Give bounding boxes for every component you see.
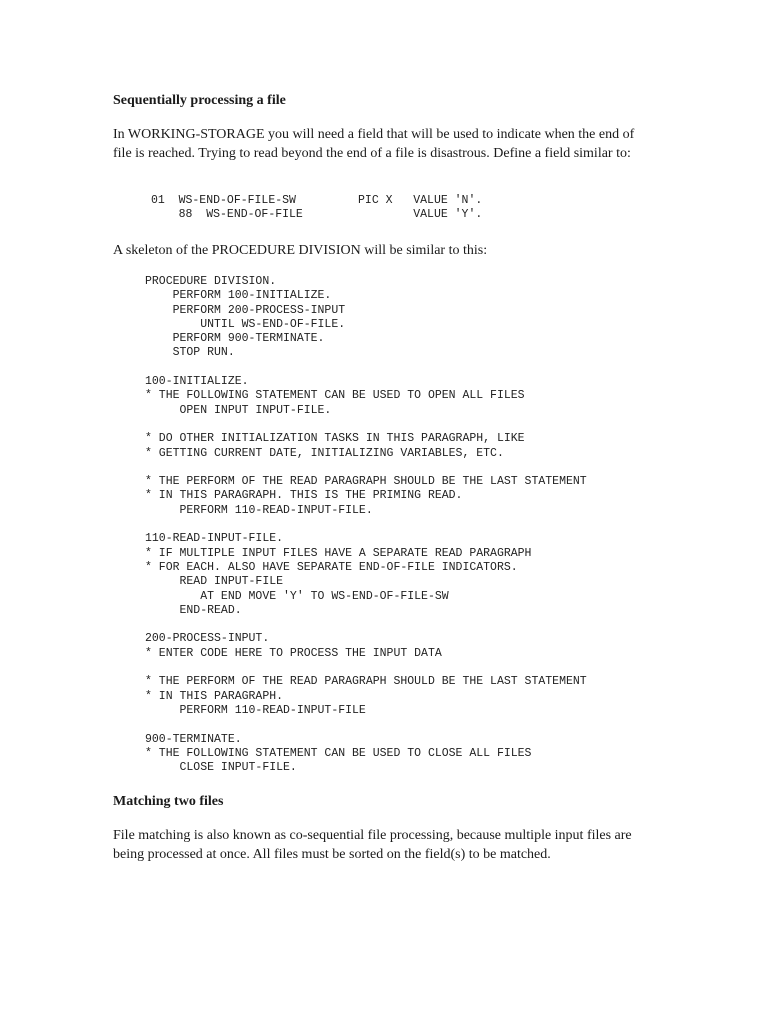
code-line: * GETTING CURRENT DATE, INITIALIZING VARIABLES, ETC. — [145, 446, 504, 460]
code-line: * THE FOLLOWING STATEMENT CAN BE USED TO CLOSE ALL FILES — [145, 746, 532, 760]
code-line — [145, 618, 587, 632]
code-line: * ENTER CODE HERE TO PROCESS THE INPUT DATA — [145, 646, 442, 660]
code-line: PERFORM 110-READ-INPUT-FILE. — [145, 503, 373, 517]
code-line: * THE PERFORM OF THE READ PARAGRAPH SHOULD BE THE LAST STATEMENT — [145, 675, 587, 689]
code-line: AT END MOVE 'Y' TO WS-END-OF-FILE-SW — [145, 589, 449, 603]
code-line: * THE PERFORM OF THE READ PARAGRAPH SHOULD BE THE LAST STATEMENT — [145, 475, 587, 489]
code-line: 88 WS-END-OF-FILE VALUE 'Y'. — [151, 208, 483, 222]
code-line: 900-TERMINATE. — [145, 732, 242, 746]
code-line: * IN THIS PARAGRAPH. — [145, 689, 284, 703]
code-line — [145, 461, 587, 475]
section-heading-sequential: Sequentially processing a file — [113, 93, 286, 108]
skeleton-text: A skeleton of the PROCEDURE DIVISION will be similar to this: — [113, 243, 488, 258]
code-line: CLOSE INPUT-FILE. — [145, 761, 297, 775]
code-line — [145, 418, 587, 432]
code-line: PROCEDURE DIVISION. — [145, 275, 277, 288]
code-line: UNTIL WS-END-OF-FILE. — [145, 317, 346, 331]
code-line: PERFORM 100-INITIALIZE. — [145, 289, 332, 303]
matching-text: File matching is also known as co-sequential file processing, because multiple input files are being processed at once. All files must be sorted on the field(s) to be matched. — [113, 828, 632, 862]
code-line — [145, 661, 587, 675]
code-line — [145, 518, 587, 532]
code-line: * THE FOLLOWING STATEMENT CAN BE USED TO OPEN ALL FILES — [145, 389, 525, 403]
working-storage-code-block — [151, 194, 482, 223]
code-line: PERFORM 900-TERMINATE. — [145, 332, 325, 346]
intro-paragraph — [113, 125, 653, 163]
code-line: PERFORM 200-PROCESS-INPUT — [145, 303, 346, 317]
code-line: READ INPUT-FILE — [145, 575, 284, 589]
code-line: PERFORM 110-READ-INPUT-FILE — [145, 703, 366, 717]
code-line: * IF MULTIPLE INPUT FILES HAVE A SEPARATE READ PARAGRAPH — [145, 546, 532, 560]
section-heading-matching: Matching two files — [113, 794, 224, 809]
code-line: * IN THIS PARAGRAPH. THIS IS THE PRIMING READ. — [145, 489, 463, 503]
code-line: * DO OTHER INITIALIZATION TASKS IN THIS PARAGRAPH, LIKE — [145, 432, 525, 446]
code-line: STOP RUN. — [145, 346, 235, 360]
matching-paragraph — [113, 826, 653, 864]
code-line — [145, 361, 587, 375]
code-line: 200-PROCESS-INPUT. — [145, 632, 270, 646]
code-line: * FOR EACH. ALSO HAVE SEPARATE END-OF-FILE INDICATORS. — [145, 560, 518, 574]
intro-text: In WORKING-STORAGE you will need a field that will be used to indicate when the end of file is reached. Trying to read beyond the end of a file is disastrous. Define a field similar to: — [113, 127, 635, 161]
code-line: 100-INITIALIZE. — [145, 375, 249, 389]
code-line: 01 WS-END-OF-FILE-SW PIC X VALUE 'N'. — [151, 194, 483, 207]
procedure-division-code-block — [145, 275, 587, 775]
code-line: END-READ. — [145, 603, 242, 617]
code-line: 110-READ-INPUT-FILE. — [145, 532, 284, 546]
skeleton-paragraph — [113, 241, 653, 260]
code-line: OPEN INPUT INPUT-FILE. — [145, 403, 332, 417]
code-line — [145, 718, 587, 732]
